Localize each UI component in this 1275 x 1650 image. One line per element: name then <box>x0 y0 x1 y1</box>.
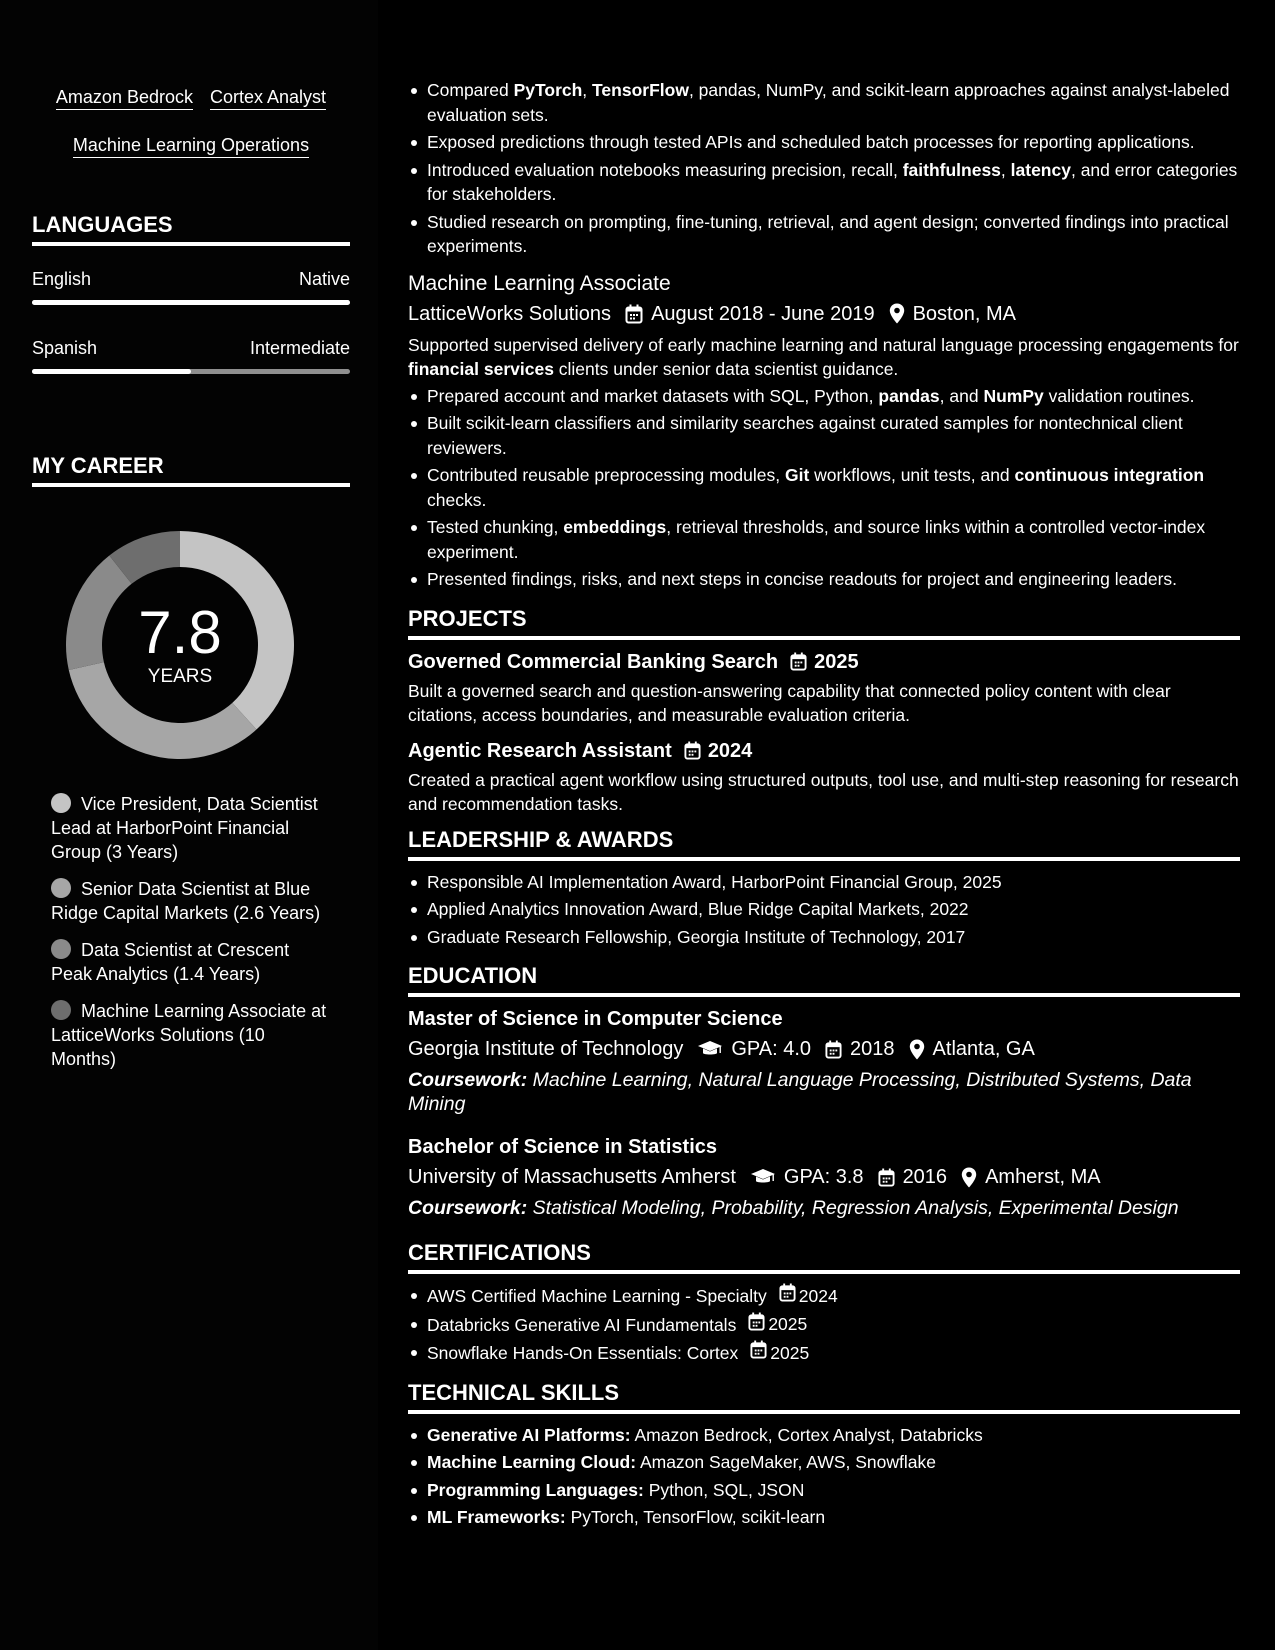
career-item-text: Machine Learning Associate at LatticeWorks Solutions (10 Months) <box>51 1001 327 1069</box>
skill-category: Programming Languages: <box>427 1479 644 1500</box>
job-company: LatticeWorks Solutions <box>408 302 612 325</box>
text-run: Introduced evaluation notebooks measuring precision, recall, <box>427 159 903 180</box>
calendar-icon <box>878 1168 895 1187</box>
language-level-bar <box>32 369 350 374</box>
project-description: Created a practical agent workflow using structured outputs, tool use, and multi-step reasoning for research and recommendation tasks. <box>408 769 1239 814</box>
legend-dot-icon <box>51 878 71 898</box>
project-title <box>408 738 1240 764</box>
text-run: checks. <box>427 489 487 510</box>
education-list <box>408 1006 1240 1220</box>
certification-item <box>408 1340 1240 1366</box>
career-item-text: Vice President, Data Scientist Lead at HarborPoint Financial Group (3 Years) <box>51 794 318 862</box>
career-years-number: 7.8 <box>138 599 222 666</box>
legend-dot-icon <box>51 1000 71 1020</box>
language-name: English <box>32 269 92 289</box>
degree-title: Bachelor of Science in Statistics <box>408 1136 717 1158</box>
certification-year: 2025 <box>770 1342 810 1363</box>
education-entry <box>408 1134 1240 1220</box>
certifications-heading: CERTIFICATIONS <box>408 1240 1240 1274</box>
languages-heading: LANGUAGES <box>32 214 350 246</box>
education-entry <box>408 1006 1240 1116</box>
language-level: Native <box>298 269 350 289</box>
text-run: , retrieval thresholds, and source links within a controlled vector-index experiment. <box>427 517 1206 562</box>
text-run: Studied research on prompting, fine-tuning, retrieval, and agent design; converted findings into practical experiments. <box>427 211 1229 256</box>
award-item: Applied Analytics Innovation Award, Blue Ridge Capital Markets, 2022 <box>408 897 1240 922</box>
previous-job-bullets <box>408 78 1240 259</box>
text-run: Exposed predictions through tested APIs and scheduled batch processes for reporting applications. <box>427 132 1195 152</box>
skill-category: Generative AI Platforms: <box>427 1424 631 1445</box>
bold-text: TensorFlow <box>592 80 689 100</box>
main-column <box>408 78 1240 1533</box>
certification-name: Databricks Generative AI Fundamentals <box>427 1314 737 1335</box>
bold-text: PyTorch <box>513 80 583 100</box>
certification-date <box>748 1312 807 1338</box>
skill-item <box>408 1450 1240 1475</box>
bold-text: embeddings <box>563 517 667 537</box>
skill-item <box>408 1505 1240 1530</box>
skill-values: Python, SQL, JSON <box>648 1479 805 1500</box>
graduation-cap-icon <box>697 1040 723 1058</box>
text-run: Presented findings, risks, and next steps in concise readouts for project and engineering leaders. <box>427 569 1178 589</box>
calendar-icon <box>825 1040 842 1059</box>
bold-text: continuous integration <box>1014 465 1205 485</box>
coursework-list: Statistical Modeling, Probability, Regression Analysis, Experimental Design <box>532 1197 1179 1219</box>
job-summary <box>408 333 1240 382</box>
technical-skills-list <box>408 1423 1240 1530</box>
gpa: GPA: 3.8 <box>783 1166 864 1188</box>
job-bullets <box>408 384 1240 592</box>
skill-values: PyTorch, TensorFlow, scikit-learn <box>570 1507 826 1527</box>
school-name: Georgia Institute of Technology <box>408 1038 684 1060</box>
career-heading: MY CAREER <box>32 455 350 487</box>
project-title <box>408 649 1240 675</box>
bold-text: Git <box>784 465 810 485</box>
project-description: Built a governed search and question-answering capability that connected policy content with clear citations, access boundaries, and measurable evaluation criteria. <box>408 680 1171 725</box>
bullet-item <box>408 130 1240 155</box>
leadership-heading: LEADERSHIP & AWARDS <box>408 827 1240 861</box>
school-name: University of Massachusetts Amherst <box>408 1166 736 1188</box>
bold-text: faithfulness <box>902 159 1001 180</box>
skill-values: Amazon SageMaker, AWS, Snowflake <box>639 1452 936 1472</box>
calendar-icon <box>779 1283 799 1309</box>
language-level-fill <box>32 300 350 305</box>
skill-pill[interactable]: Cortex Analyst <box>210 88 326 110</box>
bullet-item <box>408 515 1240 564</box>
coursework <box>408 1196 1240 1220</box>
text-run: Contributed reusable preprocessing modules, <box>427 465 785 485</box>
gpa: GPA: 4.0 <box>731 1038 812 1060</box>
calendar-icon <box>750 1340 770 1366</box>
project-year: 2025 <box>814 650 859 673</box>
bullet-item <box>408 567 1240 592</box>
graduation-year: 2018 <box>850 1038 895 1060</box>
project-name: Agentic Research Assistant <box>408 739 672 762</box>
calendar-icon <box>625 304 643 324</box>
career-item-text: Data Scientist at Crescent Peak Analytics (1.4 Years) <box>51 940 290 984</box>
coursework <box>408 1068 1240 1116</box>
certification-name: AWS Certified Machine Learning - Specialty <box>427 1286 767 1306</box>
job-location: Boston, MA <box>912 302 1016 325</box>
education-heading: EDUCATION <box>408 963 1240 997</box>
bullet-item <box>408 463 1240 512</box>
legend-dot-icon <box>51 793 71 813</box>
technical-skills-heading: TECHNICAL SKILLS <box>408 1380 1240 1414</box>
skill-pill[interactable]: Amazon Bedrock <box>56 88 193 110</box>
projects-list <box>408 649 1240 817</box>
award-item: Graduate Research Fellowship, Georgia Institute of Technology, 2017 <box>408 925 1240 950</box>
skill-category: ML Frameworks: <box>427 1507 566 1527</box>
career-item <box>51 999 331 1071</box>
calendar-icon <box>748 1312 768 1338</box>
certification-year: 2024 <box>798 1285 838 1306</box>
project-year: 2024 <box>707 739 753 762</box>
certification-name: Snowflake Hands-On Essentials: Cortex <box>427 1343 739 1363</box>
career-item <box>51 877 331 925</box>
bold-text: pandas <box>878 385 940 406</box>
career-item-text: Senior Data Scientist at Blue Ridge Capital Markets (2.6 Years) <box>51 879 321 923</box>
bullet-item <box>408 210 1240 259</box>
calendar-icon <box>684 741 701 760</box>
skill-values: Amazon Bedrock, Cortex Analyst, Databricks <box>634 1424 983 1445</box>
text-run: Built scikit-learn classifiers and similarity searches against curated samples for nontechnical client reviewers. <box>427 413 1183 458</box>
projects-heading: PROJECTS <box>408 606 1240 640</box>
certification-date <box>750 1340 809 1366</box>
career-item <box>51 792 331 864</box>
language-level-bar <box>32 300 350 305</box>
school-location: Atlanta, GA <box>932 1038 1035 1060</box>
text-run: Compared <box>427 80 514 100</box>
text-run: , pandas, NumPy, and scikit-learn approaches against analyst-labeled evaluation sets. <box>427 80 1230 125</box>
skill-category: Machine Learning Cloud: <box>427 1452 637 1472</box>
career-years-label: YEARS <box>147 666 213 687</box>
location-pin-icon <box>961 1167 977 1188</box>
certification-item <box>408 1283 1240 1309</box>
school-location: Amherst, MA <box>985 1166 1101 1188</box>
career-item <box>51 938 331 986</box>
bold-text: NumPy <box>983 385 1044 406</box>
education-meta <box>408 1164 1240 1190</box>
coursework-list: Machine Learning, Natural Language Processing, Distributed Systems, Data Mining <box>408 1069 1192 1115</box>
education-meta <box>408 1036 1240 1062</box>
location-pin-icon <box>909 1039 925 1060</box>
job-meta <box>408 301 1240 327</box>
coursework-label: Coursework: <box>408 1197 528 1219</box>
calendar-icon <box>790 652 807 671</box>
bullet-item <box>408 78 1240 127</box>
bullet-item <box>408 411 1240 460</box>
skill-pill[interactable]: Machine Learning Operations <box>73 136 309 158</box>
certification-item <box>408 1312 1240 1338</box>
bullet-item <box>408 158 1240 207</box>
language-row <box>32 270 350 288</box>
bold-text: financial services <box>408 359 554 379</box>
text-run: , <box>1000 159 1011 180</box>
text-run: Tested chunking, <box>427 517 564 537</box>
graduation-year: 2016 <box>902 1166 948 1188</box>
skill-item <box>408 1423 1240 1448</box>
leadership-list <box>408 870 1240 950</box>
bold-text: latency <box>1010 159 1071 180</box>
text-run: clients under senior data scientist guidance. <box>553 359 899 379</box>
skill-pills <box>32 88 350 184</box>
language-name: Spanish <box>32 338 98 358</box>
graduation-cap-icon <box>750 1168 776 1186</box>
career-total <box>60 525 300 765</box>
text-run: Supported supervised delivery of early machine learning and natural language processing engagements for <box>408 334 1239 355</box>
project-name: Governed Commercial Banking Search <box>408 650 779 673</box>
job-title: Machine Learning Associate <box>408 271 671 295</box>
certifications-list <box>408 1283 1240 1366</box>
language-row <box>32 339 350 357</box>
degree-title: Master of Science in Computer Science <box>408 1008 783 1030</box>
certification-date <box>779 1283 838 1309</box>
language-level: Intermediate <box>249 338 350 358</box>
text-run: , and error categories for stakeholders. <box>427 159 1238 204</box>
bullet-item <box>408 384 1240 409</box>
language-level-fill <box>32 369 191 374</box>
job-dates: August 2018 - June 2019 <box>651 302 875 325</box>
text-run: Prepared account and market datasets with SQL, Python, <box>427 385 879 406</box>
left-column <box>0 0 378 1650</box>
coursework-label: Coursework: <box>408 1069 528 1091</box>
location-pin-icon <box>889 303 905 324</box>
text-run: , and <box>939 385 984 406</box>
certification-year: 2025 <box>768 1314 808 1334</box>
legend-dot-icon <box>51 939 71 959</box>
text-run: validation routines. <box>1043 385 1195 406</box>
award-item: Responsible AI Implementation Award, HarborPoint Financial Group, 2025 <box>408 870 1240 895</box>
text-run: workflows, unit tests, and <box>809 465 1015 485</box>
skill-item <box>408 1478 1240 1503</box>
text-run: , <box>582 80 593 100</box>
career-legend <box>51 792 331 1084</box>
